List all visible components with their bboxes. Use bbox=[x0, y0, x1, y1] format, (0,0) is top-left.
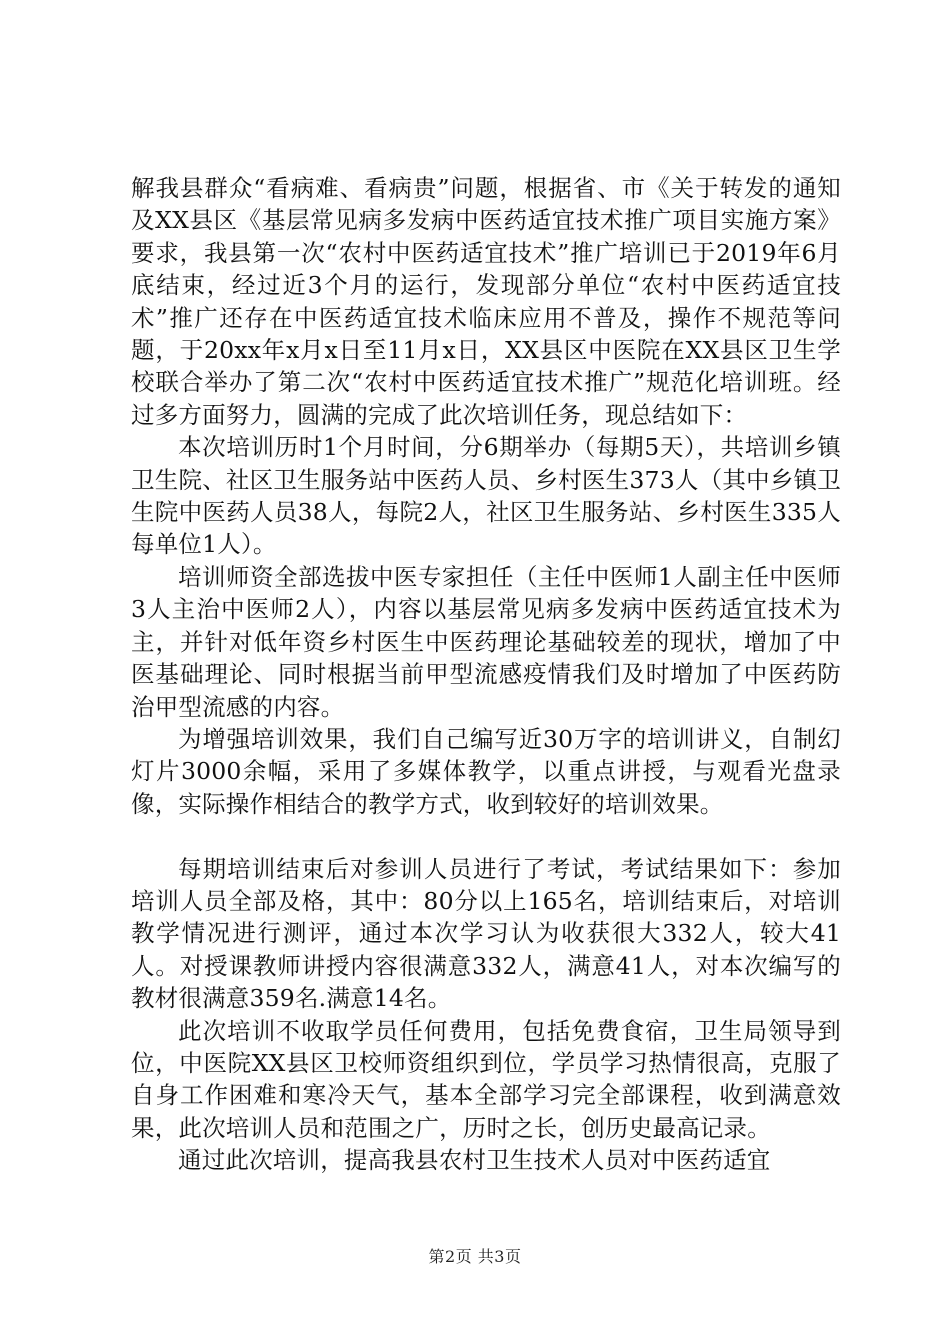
document-body bbox=[131, 172, 841, 1177]
page-number-footer: 第2页 共3页 bbox=[428, 1247, 522, 1266]
paragraph-conclusion: 通过此次培训，提高我县农村卫生技术人员对中医药适宜 bbox=[178, 1146, 771, 1175]
paragraph-training-duration: 本次培训历时1个月时间，分6期举办（每期5天），共培训乡镇卫生院、社区卫生服务站中医药人员、乡村医生373人（其中乡镇卫生院中医药人员38人，每院2人，社区卫生服务站、乡村医生335人每单位1人）。 bbox=[131, 433, 841, 559]
paragraph-training-materials: 为增强培训效果，我们自己编写近30万字的培训讲义，自制幻灯片3000余幅，采用了多媒体教学，以重点讲授，与观看光盘录像，实际操作相结合的教学方式，收到较好的培训效果。 bbox=[131, 724, 841, 818]
paragraph-free-training: 此次培训不收取学员任何费用，包括免费食宿，卫生局领导到位，中医院XX县区卫校师资组织到位，学员学习热情很高，克服了自身工作困难和寒冷天气，基本全部学习完全部课程，收到满意效果，此次培训人员和范围之广，历时之长，创历史最高记录。 bbox=[131, 1016, 841, 1142]
paragraph-exam-results: 每期培训结束后对参训人员进行了考试，考试结果如下：参加培训人员全部及格，其中：80分以上165名，培训结束后，对培训教学情况进行测评，通过本次学习认为收获很大332人，较大41人。对授课教师讲授内容很满意332人，满意41人，对本次编写的教材很满意359名.满意14名。 bbox=[131, 854, 841, 1013]
paragraph-continuation: 解我县群众“看病难、看病贵”问题，根据省、市《关于转发的通知及XX县区《基层常见病多发病中医药适宜技术推广项目实施方案》要求，我县第一次“农村中医药适宜技术”推广培训已于2019年6月底结束，经过近3个月的运行，发现部分单位“农村中医药适宜技术”推广还存在中医药适宜技术临床应用不普及，操作不规范等问题，于20xx年x月x日至11月x日，XX县区中医院在XX县区卫生学校联合举办了第二次“农村中医药适宜技术推广”规范化培训班。经过多方面努力，圆满的完成了此次培训任务，现总结如下： bbox=[131, 174, 841, 429]
paragraph-teaching-staff: 培训师资全部选拔中医专家担任（主任中医师1人副主任中医师3人主治中医师2人），内容以基层常见病多发病中医药适宜技术为主，并针对低年资乡村医生中医药理论基础较差的现状，增加了中医基础理论、同时根据当前甲型流感疫情我们及时增加了中医药防治甲型流感的内容。 bbox=[131, 562, 841, 721]
